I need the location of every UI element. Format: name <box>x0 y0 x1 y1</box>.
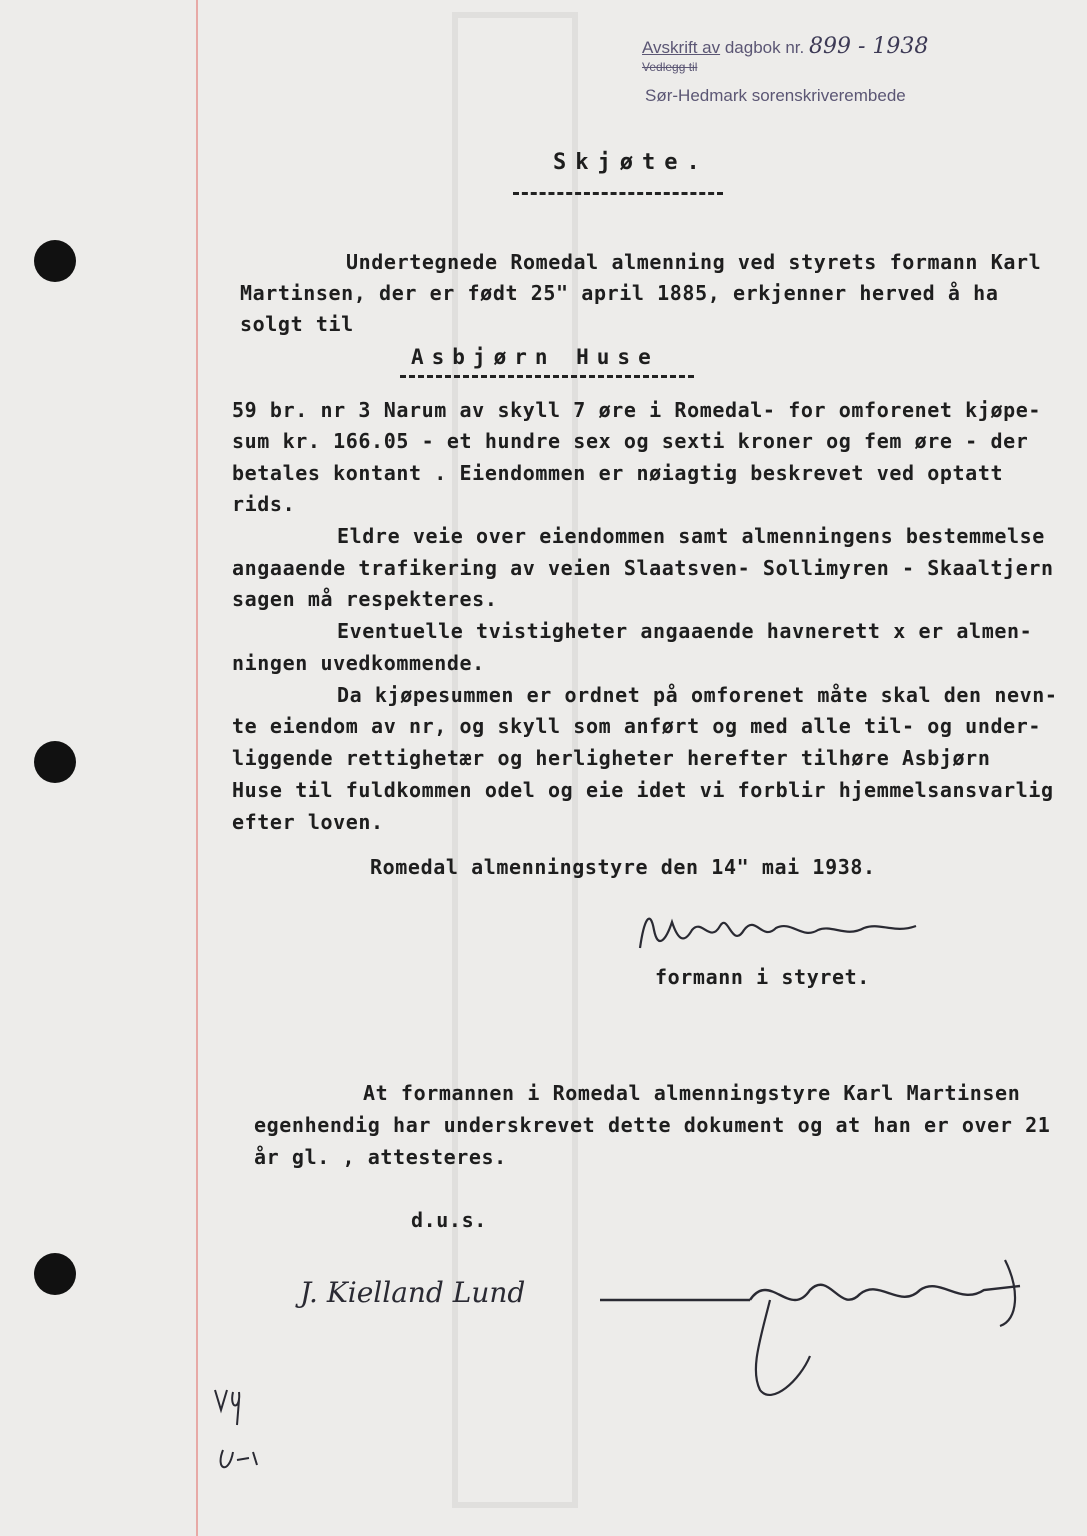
margin-initials <box>205 1380 275 1490</box>
body-line-12: liggende rettighetær og herligheter herefter tilhøre Asbjørn <box>232 746 991 770</box>
stamp-struck-text: Vedlegg til <box>642 60 698 74</box>
registry-stamp <box>642 34 928 59</box>
body-line-1: 59 br. nr 3 Narum av skyll 7 øre i Romedal- for omforenet kjøpe- <box>232 398 1042 422</box>
body-line-5: Eldre veie over eiendommen samt almenningens bestemmelse <box>337 524 1045 548</box>
title-underline <box>513 192 723 195</box>
witness-2-name <box>760 1404 837 1415</box>
stamp-prefix: Avskrift av <box>642 38 721 57</box>
body-line-6: angaaende trafikering av veien Slaatsven- Sollimyren - Skaaltjern <box>232 556 1054 580</box>
attest-line-1: At formannen i Romedal almenningstyre Karl Martinsen <box>363 1081 1021 1105</box>
buyer-underline <box>400 375 694 378</box>
intro-line-1: Undertegnede Romedal almenning ved styrets formann Karl <box>346 250 1042 274</box>
document-title: Skjøte. <box>553 150 709 175</box>
witness-signature-2 <box>600 1260 1030 1410</box>
stamp-journal-label: dagbok nr. <box>724 38 805 57</box>
intro-line-3: solgt til <box>240 312 354 336</box>
signature-title: formann i styret. <box>655 965 870 989</box>
date-line: Romedal almenningstyre den 14" mai 1938. <box>370 855 876 879</box>
punch-hole-top <box>34 240 76 282</box>
body-line-3: betales kontant . Eiendommen er nøiagtig beskrevet ved optatt <box>232 461 1004 485</box>
body-line-14: efter loven. <box>232 810 384 834</box>
body-line-13: Huse til fuldkommen odel og eie idet vi forblir hjemmelsansvarlig <box>232 778 1054 802</box>
body-line-4: rids. <box>232 492 296 516</box>
body-line-2: sum kr. 166.05 - et hundre sex og sexti kroner og fem øre - der <box>232 429 1029 453</box>
stamp-office: Sør-Hedmark sorenskriverembede <box>645 86 906 105</box>
signature-scribble <box>632 900 932 960</box>
body-line-9: ningen uvedkommende. <box>232 651 485 675</box>
witness-signature-1 <box>300 1270 590 1330</box>
witness-2-scribble <box>600 1260 1030 1410</box>
red-margin-line <box>196 0 198 1536</box>
chairman-signature <box>632 900 932 960</box>
buyer-name: Asbjørn Huse <box>411 345 659 369</box>
dus-mark: d.u.s. <box>411 1208 487 1232</box>
body-line-7: sagen må respekteres. <box>232 587 498 611</box>
witness-1-name: J. Kielland Lund <box>300 1276 526 1309</box>
stamp-journal-number: 899 - 1938 <box>808 34 929 59</box>
punch-hole-bottom <box>34 1253 76 1295</box>
body-line-8: Eventuelle tvistigheter angaaende havnerett x er almen- <box>337 619 1033 643</box>
punch-hole-middle <box>34 741 76 783</box>
attest-line-2: egenhendig har underskrevet dette dokument og at han er over 21 <box>254 1113 1051 1137</box>
body-line-11: te eiendom av nr, og skyll som anført og med alle til- og under- <box>232 714 1042 738</box>
intro-line-2: Martinsen, der er født 25" april 1885, erkjenner herved å ha <box>240 281 999 305</box>
body-line-10: Da kjøpesummen er ordnet på omforenet måte skal den nevn- <box>337 683 1058 707</box>
attest-line-3: år gl. , attesteres. <box>254 1145 507 1169</box>
